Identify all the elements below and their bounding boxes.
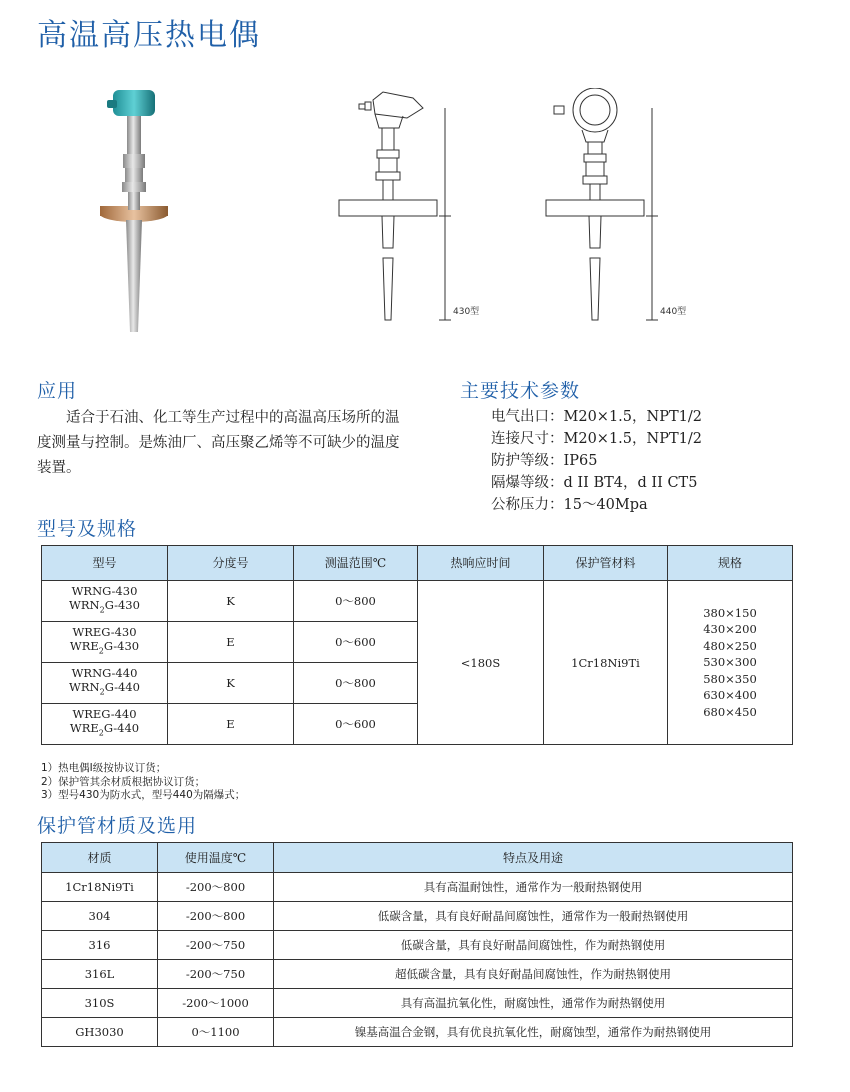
feature-cell: 具有高温耐蚀性，通常作为一般耐热钢使用 <box>274 873 793 902</box>
header-cell: 规格 <box>668 546 793 581</box>
header-cell: 使用温度℃ <box>158 843 274 873</box>
header-cell: 热响应时间 <box>418 546 544 581</box>
tube-material-cell: 1Cr18Ni9Ti <box>544 581 668 745</box>
feature-cell: 具有高温抗氧化性，耐腐蚀性，通常作为耐热钢使用 <box>274 989 793 1018</box>
param-item: 电气出口：M20×1.5，NPT1/2 <box>491 409 702 425</box>
range-cell: 0～600 <box>294 704 418 745</box>
param-item: 连接尺寸：M20×1.5，NPT1/2 <box>491 431 702 447</box>
range-cell: 0～600 <box>294 622 418 663</box>
feature-cell: 低碳含量，具有良好耐晶间腐蚀性，作为耐热钢使用 <box>274 931 793 960</box>
note-item: 3）型号430为防水式，型号440为隔爆式； <box>41 789 246 801</box>
range-cell: 0～800 <box>294 663 418 704</box>
table-header-row <box>42 546 793 581</box>
param-item: 公称压力：15～40Mpa <box>491 497 648 513</box>
drawing-440 <box>540 88 700 328</box>
table-header-row <box>42 843 793 873</box>
application-text: 适合于石油、化工等生产过程中的高温高压场所的温度测量与控制。是炼油厂、高压聚乙烯等不可缺少的温度装置。 <box>37 410 400 476</box>
drawing-440-label: 440型 <box>660 307 687 317</box>
material-cell: 310S <box>42 989 158 1018</box>
tech-params-heading: 主要技术参数 <box>460 380 581 402</box>
model-notes <box>41 762 245 803</box>
thermocouple-photo <box>95 82 190 337</box>
header-cell: 特点及用途 <box>274 843 793 873</box>
page-title: 高温高压热电偶 <box>37 18 261 53</box>
material-cell: 316L <box>42 960 158 989</box>
model-cell: WREG-430 $WRE_2G-430$ <box>42 622 168 663</box>
model-cell: WRNG-430 $WRN_2G-430$ <box>42 581 168 622</box>
feature-cell: 镍基高温合金钢，具有优良抗氧化性，耐腐蚀型，通常作为耐热钢使用 <box>274 1018 793 1047</box>
feature-cell: 低碳含量，具有良好耐晶间腐蚀性，通常作为一般耐热钢使用 <box>274 902 793 931</box>
model-cell: WREG-440 $WRE_2G-440$ <box>42 704 168 745</box>
table-row <box>42 581 793 622</box>
range-cell: 0～800 <box>294 581 418 622</box>
material-cell: 1Cr18Ni9Ti <box>42 873 158 902</box>
spec-cell: 380×150 430×200 480×250 530×300 580×350 630×400 680×450 <box>668 581 793 745</box>
note-item: 1）热电偶I级按协议订货； <box>41 762 167 774</box>
header-cell: 材质 <box>42 843 158 873</box>
param-item: 隔爆等级：d II BT4，d II CT5 <box>491 475 698 491</box>
application-heading: 应用 <box>37 380 78 402</box>
drawing-430 <box>335 88 495 328</box>
feature-cell: 超低碳含量，具有良好耐晶间腐蚀性，作为耐热钢使用 <box>274 960 793 989</box>
model-spec-heading: 型号及规格 <box>37 518 138 540</box>
model-spec-table <box>41 545 793 745</box>
header-cell: 测温范围℃ <box>294 546 418 581</box>
material-cell: 304 <box>42 902 158 931</box>
table-row <box>42 873 793 902</box>
drawing-430-label: 430型 <box>453 307 480 317</box>
material-cell: GH3030 <box>42 1018 158 1047</box>
materials-heading: 保护管材质及选用 <box>37 815 198 837</box>
response-time-cell: <180S <box>418 581 544 745</box>
table-row <box>42 960 793 989</box>
table-row <box>42 989 793 1018</box>
note-item: 2）保护管其余材质根据协议订货； <box>41 775 206 788</box>
temp-cell: -200～1000 <box>158 989 274 1018</box>
graduation-cell: E <box>168 704 294 745</box>
graduation-cell: K <box>168 581 294 622</box>
model-cell: WRNG-440 $WRN_2G-440$ <box>42 663 168 704</box>
graduation-cell: K <box>168 663 294 704</box>
table-row <box>42 902 793 931</box>
table-row <box>42 931 793 960</box>
header-cell: 保护管材料 <box>544 546 668 581</box>
temp-cell: 0～1100 <box>158 1018 274 1047</box>
temp-cell: -200～800 <box>158 873 274 902</box>
param-item: 防护等级：IP65 <box>491 453 598 469</box>
temp-cell: -200～800 <box>158 902 274 931</box>
tech-params-list <box>491 406 702 516</box>
table-row <box>42 1018 793 1047</box>
graduation-cell: E <box>168 622 294 663</box>
temp-cell: -200～750 <box>158 960 274 989</box>
material-cell: 316 <box>42 931 158 960</box>
materials-table <box>41 842 793 1047</box>
header-cell: 分度号 <box>168 546 294 581</box>
header-cell: 型号 <box>42 546 168 581</box>
temp-cell: -200～750 <box>158 931 274 960</box>
